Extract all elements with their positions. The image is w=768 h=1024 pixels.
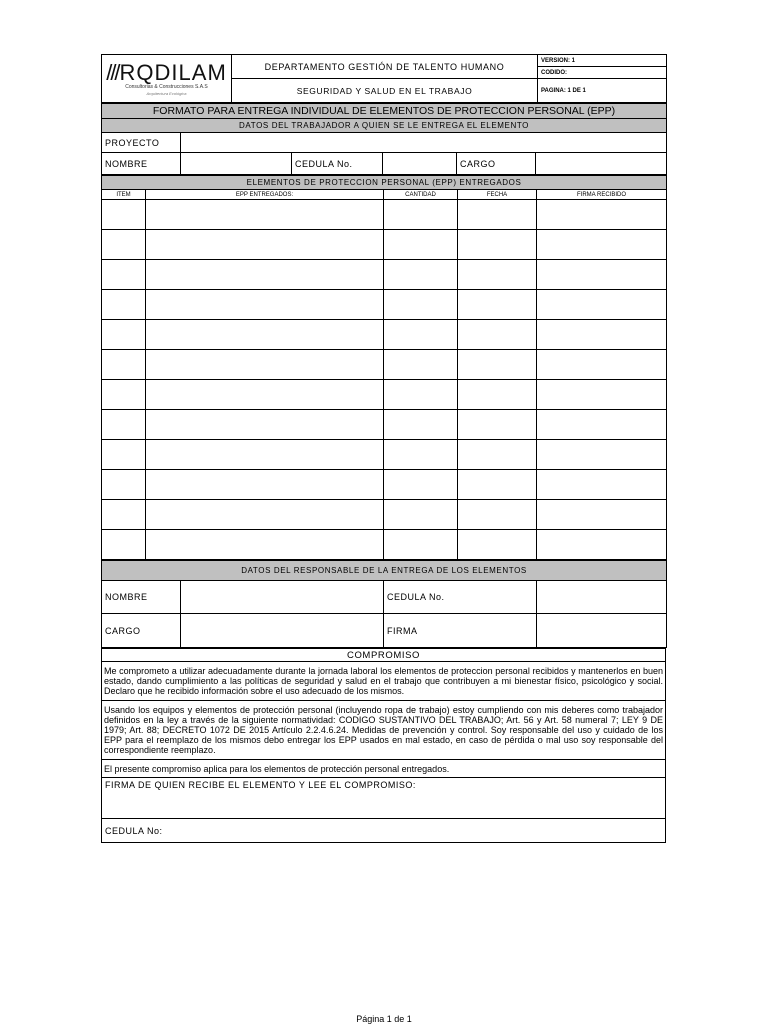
area-title: SEGURIDAD Y SALUD EN EL TRABAJO <box>232 79 538 103</box>
table-row <box>102 230 667 260</box>
item-cell[interactable] <box>102 350 146 380</box>
logo-tagline: Arquitectura Ecológica <box>146 90 187 96</box>
table-row <box>102 530 667 560</box>
quantity-cell[interactable] <box>384 380 458 410</box>
commitment-paragraph-1: Me comprometo a utilizar adecuadamente durante la jornada laboral los elementos de proteccion personal recibidos y mantenerlos en buen estado, dando cumplimiento a las políticas de seguridad y salud en el trabajo que contribuyen a mi bienestar físico, psicológico y social. Declaro que he recibido información sobre el uso adecuado de los mismos. <box>102 662 666 701</box>
responsible-name-field[interactable] <box>181 581 384 614</box>
epp-cell[interactable] <box>146 500 384 530</box>
quantity-cell[interactable] <box>384 320 458 350</box>
worker-position-label: CARGO <box>457 153 536 175</box>
signature-cell[interactable] <box>537 260 667 290</box>
signature-cell[interactable] <box>537 530 667 560</box>
epp-cell[interactable] <box>146 380 384 410</box>
commitment-section <box>101 648 666 843</box>
responsible-id-field[interactable] <box>537 581 667 614</box>
receiver-signature-field[interactable] <box>102 778 666 819</box>
quantity-cell[interactable] <box>384 470 458 500</box>
logo-subtitle: Consultorias & Construcciones S.A.S <box>125 83 208 90</box>
signature-cell[interactable] <box>537 500 667 530</box>
item-cell[interactable] <box>102 440 146 470</box>
page-number: Página 1 de 1 <box>356 1014 412 1024</box>
epp-delivery-form <box>101 54 666 843</box>
item-cell[interactable] <box>102 230 146 260</box>
date-cell[interactable] <box>458 530 537 560</box>
quantity-cell[interactable] <box>384 260 458 290</box>
epp-cell[interactable] <box>146 410 384 440</box>
epp-cell[interactable] <box>146 200 384 230</box>
receiver-signature-label: FIRMA DE QUIEN RECIBE EL ELEMENTO Y LEE EL COMPROMISO: <box>105 780 416 790</box>
column-header-quantity: CANTIDAD <box>384 190 458 200</box>
epp-cell[interactable] <box>146 260 384 290</box>
table-row <box>102 320 667 350</box>
epp-section-heading: ELEMENTOS DE PROTECCION PERSONAL (EPP) ENTREGADOS <box>102 176 667 190</box>
responsible-position-label: CARGO <box>102 614 181 648</box>
date-cell[interactable] <box>458 380 537 410</box>
responsible-position-field[interactable] <box>181 614 384 648</box>
date-cell[interactable] <box>458 350 537 380</box>
commitment-heading: COMPROMISO <box>102 649 666 662</box>
epp-cell[interactable] <box>146 290 384 320</box>
column-header-item: ITEM <box>102 190 146 200</box>
item-cell[interactable] <box>102 200 146 230</box>
epp-cell[interactable] <box>146 230 384 260</box>
table-row <box>102 380 667 410</box>
worker-name-field[interactable] <box>181 153 292 175</box>
epp-cell[interactable] <box>146 350 384 380</box>
item-cell[interactable] <box>102 530 146 560</box>
item-cell[interactable] <box>102 320 146 350</box>
code-label: CODIDO: <box>538 67 667 79</box>
signature-cell[interactable] <box>537 290 667 320</box>
signature-cell[interactable] <box>537 440 667 470</box>
logo-slashes-icon: /// <box>106 59 119 85</box>
date-cell[interactable] <box>458 230 537 260</box>
company-logo: ///RQDILAM Consultorias & Construcciones S.A.S Arquitectura Ecológica <box>102 55 232 103</box>
date-cell[interactable] <box>458 260 537 290</box>
responsible-signature-label: FIRMA <box>384 614 537 648</box>
signature-cell[interactable] <box>537 350 667 380</box>
project-field[interactable] <box>181 133 667 153</box>
item-cell[interactable] <box>102 260 146 290</box>
column-header-date: FECHA <box>458 190 537 200</box>
date-cell[interactable] <box>458 320 537 350</box>
epp-table <box>101 175 667 560</box>
signature-cell[interactable] <box>537 320 667 350</box>
signature-cell[interactable] <box>537 410 667 440</box>
commitment-paragraph-3: El presente compromiso aplica para los elementos de protección personal entregados. <box>102 760 666 778</box>
date-cell[interactable] <box>458 410 537 440</box>
item-cell[interactable] <box>102 470 146 500</box>
signature-cell[interactable] <box>537 200 667 230</box>
signature-cell[interactable] <box>537 470 667 500</box>
date-cell[interactable] <box>458 290 537 320</box>
quantity-cell[interactable] <box>384 500 458 530</box>
form-header <box>101 54 667 103</box>
worker-section-heading: DATOS DEL TRABAJADOR A QUIEN SE LE ENTREGA EL ELEMENTO <box>102 119 667 133</box>
quantity-cell[interactable] <box>384 410 458 440</box>
table-row <box>102 500 667 530</box>
date-cell[interactable] <box>458 440 537 470</box>
epp-cell[interactable] <box>146 530 384 560</box>
commitment-paragraph-2: Usando los equipos y elementos de protección personal (incluyendo ropa de trabajo) estoy cumpliendo con mis deberes como trabajador definidos en la ley a través de la siguiente normatividad: CODIGO SUSTANTIVO DEL TRABAJO; Art. 56 y Art. 58 numeral 7; LEY 9 DE 1979; Art. 88; DECRETO 1072 DE 2015 Artículo 2.2.4.6.24. Medidas de prevención y control. Soy responsable del uso y cuidado de los EPP para el reemplazo de los mismos debo entregar los EPP usados en mal estado, en caso de pérdida o mal uso soy responsable del correspondiente reemplazo. <box>102 701 666 760</box>
form-title: FORMATO PARA ENTREGA INDIVIDUAL DE ELEMENTOS DE PROTECCION PERSONAL (EPP) <box>102 104 667 119</box>
responsible-section <box>101 560 667 648</box>
version-label: VERSION: 1 <box>538 55 667 67</box>
responsible-section-heading: DATOS DEL RESPONSABLE DE LA ENTREGA DE LOS ELEMENTOS <box>102 561 667 581</box>
item-cell[interactable] <box>102 290 146 320</box>
worker-position-field[interactable] <box>536 153 667 175</box>
quantity-cell[interactable] <box>384 290 458 320</box>
responsible-name-label: NOMBRE <box>102 581 181 614</box>
quantity-cell[interactable] <box>384 230 458 260</box>
quantity-cell[interactable] <box>384 440 458 470</box>
page-label: PAGINA: 1 DE 1 <box>538 79 667 103</box>
table-row <box>102 350 667 380</box>
receiver-id-label: CEDULA No: <box>105 825 163 836</box>
column-header-epp: EPP ENTREGADOS: <box>146 190 384 200</box>
table-row <box>102 260 667 290</box>
table-row <box>102 410 667 440</box>
epp-cell[interactable] <box>146 440 384 470</box>
worker-id-label: CEDULA No. <box>292 153 383 175</box>
project-label: PROYECTO <box>102 133 181 153</box>
column-header-signature: FIRMA RECIBIDO <box>537 190 667 200</box>
date-cell[interactable] <box>458 470 537 500</box>
date-cell[interactable] <box>458 500 537 530</box>
epp-cell[interactable] <box>146 470 384 500</box>
table-row <box>102 200 667 230</box>
quantity-cell[interactable] <box>384 200 458 230</box>
table-row <box>102 290 667 320</box>
signature-cell[interactable] <box>537 230 667 260</box>
department-title: DEPARTAMENTO GESTIÓN DE TALENTO HUMANO <box>232 55 538 79</box>
worker-name-label: NOMBRE <box>102 153 181 175</box>
epp-cell[interactable] <box>146 320 384 350</box>
responsible-id-label: CEDULA No. <box>384 581 537 614</box>
item-cell[interactable] <box>102 410 146 440</box>
signature-cell[interactable] <box>537 380 667 410</box>
table-row <box>102 470 667 500</box>
quantity-cell[interactable] <box>384 350 458 380</box>
worker-section <box>101 103 667 175</box>
date-cell[interactable] <box>458 200 537 230</box>
item-cell[interactable] <box>102 500 146 530</box>
item-cell[interactable] <box>102 380 146 410</box>
table-row <box>102 440 667 470</box>
receiver-id-field[interactable] <box>102 819 666 843</box>
worker-id-field[interactable] <box>383 153 457 175</box>
quantity-cell[interactable] <box>384 530 458 560</box>
responsible-signature-field[interactable] <box>537 614 667 648</box>
